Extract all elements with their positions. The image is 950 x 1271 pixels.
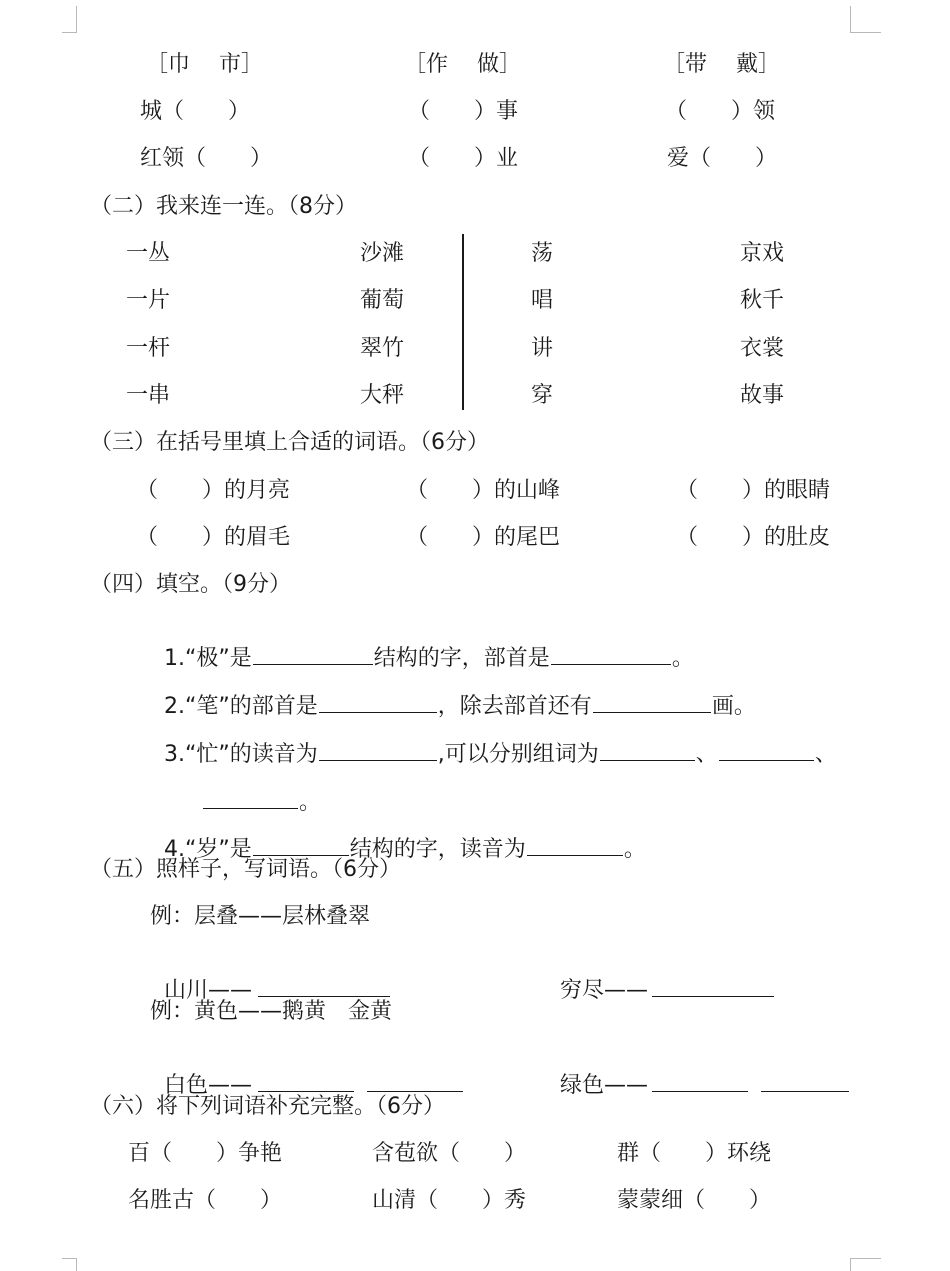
answer-blank[interactable]: [600, 740, 695, 761]
fill-item: 名胜古（ ）: [128, 1188, 283, 1213]
answer-blank[interactable]: [253, 835, 349, 856]
question-1: [150, 622, 694, 670]
match-word: 翠竹: [360, 336, 405, 361]
answer-blank[interactable]: [319, 692, 437, 713]
q-text: 绿色——: [560, 1073, 649, 1098]
word-group-header: ［巾 市］: [146, 52, 263, 77]
answer-blank[interactable]: [258, 976, 390, 997]
match-word: 一丛: [126, 241, 171, 266]
q-text: 、: [814, 742, 837, 767]
answer-blank[interactable]: [527, 835, 623, 856]
question-2: [150, 670, 756, 718]
example-text: 例：黄色——鹅黄 金黄: [150, 999, 393, 1024]
q-text: 穷尽——: [560, 978, 649, 1003]
answer-blank[interactable]: [652, 976, 774, 997]
q-text: 画。: [711, 694, 756, 719]
match-word: 荡: [531, 241, 554, 266]
word-group-header: ［作 做］: [404, 52, 521, 77]
question-3-continued: [188, 766, 321, 814]
match-word: 葡萄: [360, 288, 405, 313]
match-word: 一杆: [126, 336, 171, 361]
answer-blank[interactable]: [652, 1071, 748, 1092]
word-group-header: ［带 戴］: [663, 52, 780, 77]
section-title: （六）将下列词语补充完整。（6分）: [90, 1094, 445, 1119]
section-title: （二）我来连一连。（8分）: [90, 194, 357, 219]
match-word: 故事: [740, 383, 785, 408]
divider-line: [462, 234, 464, 410]
q-text: 结构的字，部首是: [373, 646, 550, 671]
corner-mark-top-right: [850, 6, 881, 33]
q-text: 。: [623, 837, 646, 862]
answer-blank[interactable]: [258, 1071, 354, 1092]
question-3: [150, 718, 837, 766]
fill-item: 红领（ ）: [140, 146, 273, 171]
fill-item: 含苞欲（ ）: [372, 1141, 527, 1166]
fill-item: 百（ ）争艳: [128, 1141, 283, 1166]
q-text: 1.“极”是: [164, 646, 252, 671]
match-word: 沙滩: [360, 241, 405, 266]
q-text: ，除去部首还有: [437, 694, 592, 719]
fill-item: （ ）的尾巴: [406, 525, 561, 550]
answer-blank[interactable]: [719, 740, 814, 761]
fill-item: （ ）领: [665, 99, 776, 124]
answer-blank[interactable]: [253, 644, 373, 665]
match-word: 京戏: [740, 241, 785, 266]
fill-item: （ ）的眉毛: [136, 525, 291, 550]
word-item: [546, 1049, 850, 1097]
corner-mark-bottom-left: [62, 1258, 77, 1271]
word-item: [150, 954, 391, 1002]
answer-blank[interactable]: [761, 1071, 849, 1092]
match-word: 讲: [531, 336, 554, 361]
corner-mark-bottom-right: [850, 1258, 881, 1271]
example-text: 例：层叠——层林叠翠: [150, 904, 371, 929]
match-word: 秋千: [740, 288, 785, 313]
match-word: 唱: [531, 288, 554, 313]
fill-item: 蒙蒙细（ ）: [617, 1188, 772, 1213]
fill-item: 山清（ ）秀: [372, 1188, 527, 1213]
q-text: 2.“笔”的部首是: [164, 694, 318, 719]
section-title: （四）填空。（9分）: [90, 572, 291, 597]
q-text: 、: [695, 742, 718, 767]
answer-blank[interactable]: [367, 1071, 463, 1092]
fill-item: 群（ ）环绕: [617, 1141, 772, 1166]
match-word: 一片: [126, 288, 171, 313]
fill-item: （ ）的眼睛: [676, 478, 831, 503]
fill-item: （ ）事: [408, 99, 519, 124]
fill-item: 爱（ ）: [667, 146, 778, 171]
corner-mark-top-left: [62, 6, 77, 33]
q-text: 山川——: [164, 978, 253, 1003]
match-word: 穿: [531, 383, 554, 408]
fill-item: （ ）的月亮: [136, 478, 291, 503]
word-item: [150, 1049, 464, 1097]
answer-blank[interactable]: [203, 788, 298, 809]
q-text: 白色——: [164, 1073, 253, 1098]
q-text: 。: [299, 790, 322, 815]
match-word: 大秤: [360, 383, 405, 408]
answer-blank[interactable]: [551, 644, 671, 665]
match-word: 一串: [126, 383, 171, 408]
match-word: 衣裳: [740, 336, 785, 361]
section-title: （五）照样子，写词语。（6分）: [90, 857, 401, 882]
answer-blank[interactable]: [319, 740, 437, 761]
fill-item: （ ）的肚皮: [676, 525, 831, 550]
question-4: [150, 813, 646, 861]
answer-blank[interactable]: [593, 692, 711, 713]
fill-item: （ ）的山峰: [406, 478, 561, 503]
q-text: ,可以分别组词为: [437, 742, 599, 767]
word-item: [546, 954, 775, 1002]
q-text: 结构的字，读音为: [349, 837, 526, 862]
q-text: 。: [671, 646, 694, 671]
fill-item: （ ）业: [408, 146, 519, 171]
q-text: 3.“忙”的读音为: [164, 742, 318, 767]
fill-item: 城（ ）: [140, 99, 251, 124]
section-title: （三）在括号里填上合适的词语。（6分）: [90, 430, 489, 455]
q-text: 4.“岁”是: [164, 837, 252, 862]
